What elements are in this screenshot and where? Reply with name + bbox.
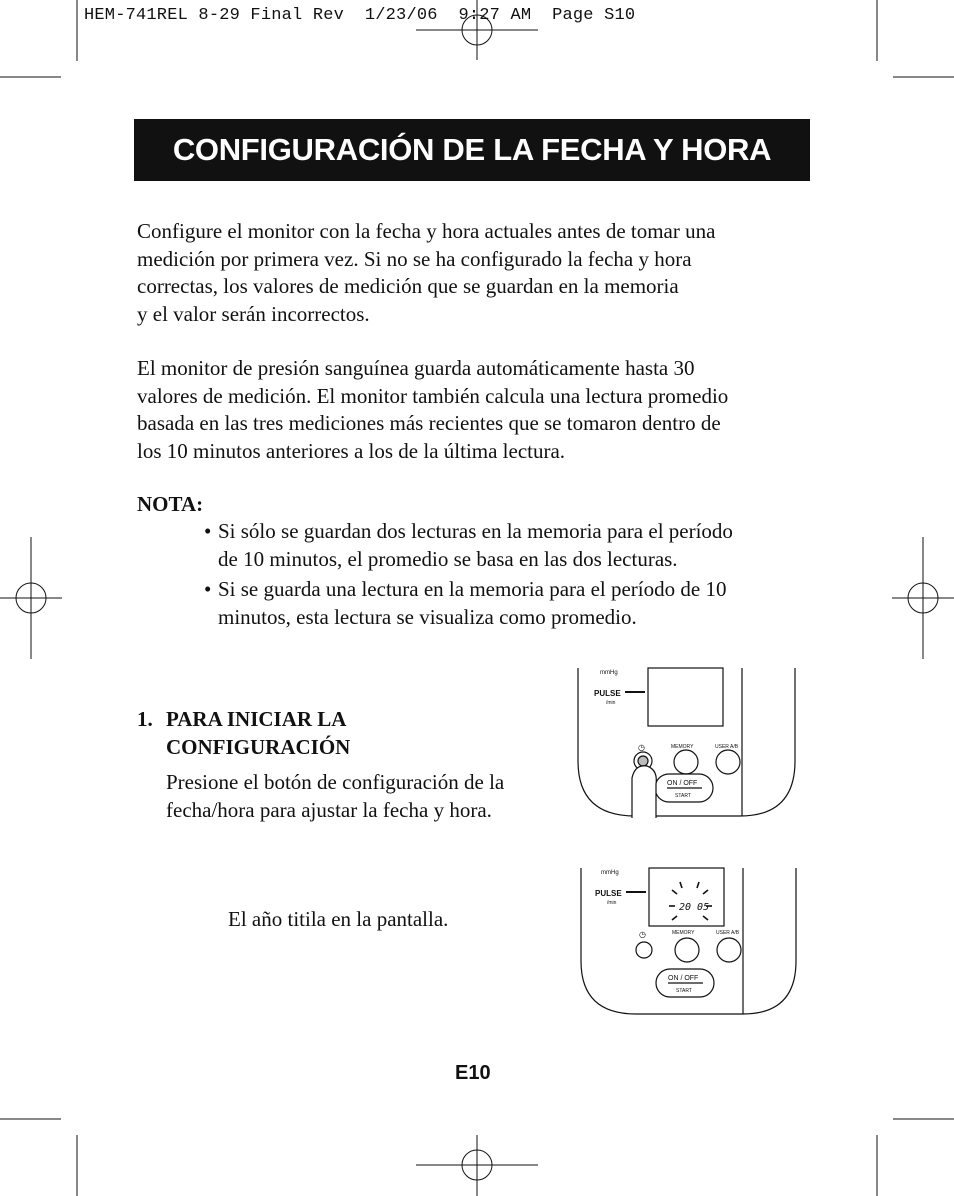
unit-label: mmHg: [601, 870, 619, 876]
per-min-label: /min: [606, 700, 616, 706]
timer-icon: ◷: [639, 930, 646, 939]
blink-caption: El año titila en la pantalla.: [228, 907, 449, 931]
page-title: CONFIGURACIÓN DE LA FECHA Y HORA: [172, 132, 772, 167]
nota-label: NOTA:: [137, 492, 204, 516]
intro-line: y el valor serán incorrectos.: [137, 301, 370, 326]
step-text-line: Presione el botón de configuración de la: [166, 770, 505, 794]
bullet-line: Si se guarda una lectura en la memoria para el período de 10: [218, 577, 727, 601]
per-min-label: /min: [607, 900, 617, 906]
pulse-label: PULSE: [595, 889, 622, 898]
step-text-line: fecha/hora para ajustar la fecha y hora.: [166, 797, 492, 822]
bullet-marker: •: [204, 577, 212, 601]
bullet-marker: •: [204, 519, 212, 543]
bullet-line: minutos, esta lectura se visualiza como promedio.: [218, 604, 637, 629]
user-label: USER A/B: [716, 930, 740, 936]
intro-paragraph: [137, 218, 817, 328]
memory-line: El monitor de presión sanguínea guarda automáticamente hasta 30: [137, 356, 695, 380]
on-off-label: ON / OFF: [667, 780, 698, 787]
intro-line: medición por primera vez. Si no se ha configurado la fecha y hora: [137, 246, 692, 271]
lcd-year-display: 20 05: [679, 902, 710, 913]
step-title: [166, 706, 426, 761]
intro-line: Configure el monitor con la fecha y hora actuales antes de tomar una: [137, 219, 716, 243]
monitor-illustration-year: [578, 866, 800, 1018]
memory-line: basada en las tres mediciones más recientes que se tomaron dentro de: [137, 411, 721, 435]
step-instructions: [166, 769, 566, 824]
memory-line: valores de medición. El monitor también calcula una lectura promedio: [137, 383, 729, 408]
step-number: 1.: [137, 707, 153, 731]
start-label: START: [675, 793, 691, 799]
bullet-line: Si sólo se guardan dos lecturas en la memoria para el período: [218, 519, 733, 543]
unit-label: mmHg: [600, 670, 618, 676]
step-title-line: PARA INICIAR LA: [166, 707, 347, 731]
memory-paragraph: [137, 355, 817, 465]
page-number: E10: [455, 1062, 491, 1084]
monitor-illustration-press: [575, 666, 800, 822]
intro-line: correctas, los valores de medición que se guardan en la memoria: [137, 274, 679, 298]
step-title-line: CONFIGURACIÓN: [166, 734, 351, 759]
on-off-label: ON / OFF: [668, 975, 699, 982]
timer-icon: ◷: [638, 743, 645, 752]
memory-label: MEMORY: [671, 744, 694, 750]
bullet-line: de 10 minutos, el promedio se basa en las dos lecturas.: [218, 546, 678, 571]
pulse-label: PULSE: [594, 689, 621, 698]
user-label: USER A/B: [715, 744, 739, 750]
start-label: START: [676, 988, 692, 994]
memory-label: MEMORY: [672, 930, 695, 936]
memory-line: los 10 minutos anteriores a los de la última lectura.: [137, 438, 566, 463]
page-title-bar: [134, 119, 810, 181]
print-slug: HEM-741REL 8-29 Final Rev 1/23/06 9:27 AM Page S10: [84, 6, 636, 25]
